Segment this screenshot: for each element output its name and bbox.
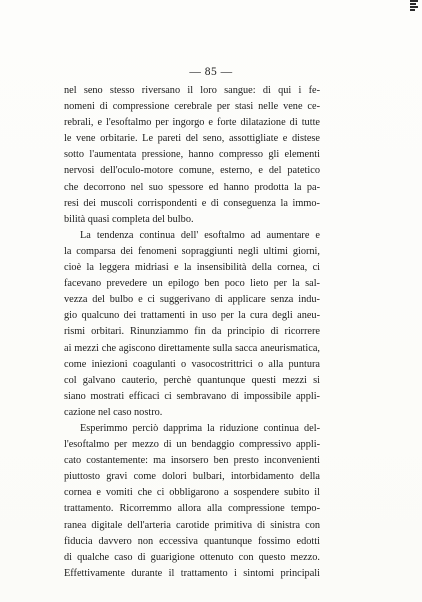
body-text — [64, 83, 320, 582]
text-line: La tendenza continua dell' esoftalmo ad aumentare e — [80, 229, 320, 241]
text-line: nomeni di compressione cerebrale per stasi nelle vene ce- — [64, 101, 320, 113]
text-line: come iniezioni coagulanti o vasocostrittrici o alla puntura — [64, 358, 320, 370]
text-line: Esperimmo perciò dapprima la riduzione continua del- — [80, 422, 320, 434]
text-line: resi dei muscoli corrispondenti e di conseguenza la immo- — [64, 197, 320, 209]
text-line: ranea digitale dell'arteria carotide primitiva di sinistra con — [64, 519, 320, 531]
text-line: facevano prevedere un epilogo ben poco lieto per la sal- — [64, 278, 320, 290]
text-line: nel seno stesso riversano il loro sangue: di qui i fe- — [64, 85, 320, 96]
text-line: sotto l'aumentata pressione, hanno compresso gli elementi — [64, 149, 320, 161]
text-line: le vene orbitarie. Le pareti del seno, assottigliate e distese — [64, 133, 320, 145]
text-line: piuttosto gravi come dolori bulbari, intorbidamento della — [64, 471, 320, 483]
page-number: — 85 — — [189, 66, 233, 78]
text-line: cornea e vomiti che ci obbligarono a sospendere subito il — [64, 487, 320, 499]
text-line: vezza del bulbo e ci suggerivano di applicare senza indu- — [64, 294, 320, 306]
text-line: Effettivamente durante il trattamento i sintomi principali — [64, 567, 320, 579]
text-line: che decorrono nel suo spessore ed hanno prodotta la pa- — [64, 181, 320, 193]
text-line: trattamento. Ricorremmo allora alla compressione tempo- — [64, 503, 320, 515]
text-line: cato costantemente: ma insorsero ben presto inconvenienti — [64, 455, 320, 467]
text-line: gio qualcuno dei trattamenti in uso per la cura degli aneu- — [64, 310, 320, 322]
library-mark-icon — [410, 0, 418, 12]
text-line: col galvano cauterio, perchè quantunque questi mezzi si — [64, 374, 320, 386]
text-line: rebrali, e l'esoftalmo per ingorgo e forte dilatazione di tutte — [64, 117, 320, 129]
text-line: cioè la leggera midriasi e la insensibilità della cornea, ci — [64, 262, 320, 274]
text-line: siano mostrati efficaci ci sembravano di impossibile appli- — [64, 390, 320, 402]
text-line: rismi orbitari. Rinunziammo fin da principio di ricorrere — [64, 326, 320, 338]
text-line: fiducia davvero non eccessiva quantunque fossimo edotti — [64, 535, 320, 547]
text-line: nervosi dell'oculo-motore comune, esterno, e del patetico — [64, 165, 320, 177]
text-line: di qualche caso di guarigione ottenuto con questo mezzo. — [64, 551, 320, 563]
text-line: l'esoftalmo per mezzo di un bendaggio compressivo appli- — [64, 439, 320, 451]
text-line: bilità quasi completa del bulbo. — [64, 213, 194, 225]
text-line: la comparsa dei fenomeni sopraggiunti negli ultimi giorni, — [64, 245, 320, 257]
text-line: ai mezzi che agiscono direttamente sulla sacca aneurismatica, — [64, 342, 320, 354]
text-line: cazione nel caso nostro. — [64, 406, 163, 418]
